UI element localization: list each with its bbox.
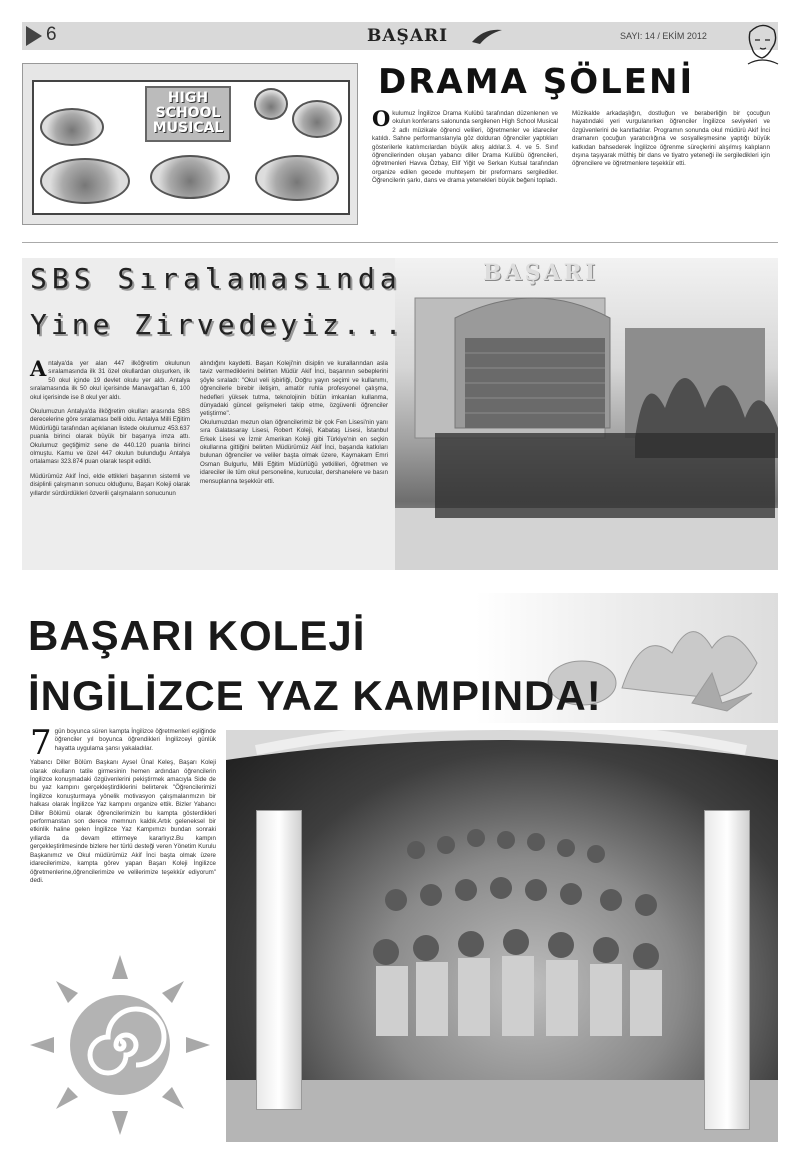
page-number: 6 [46,24,57,45]
building-sign: BAŞARI [483,260,599,286]
article-text: Okulumuzun Antalya'da ilköğretim okulları arasında SBS derecelerine göre sıralaması belli oldu. Antalya Milli Eğitim Müdürlüğü tarafından açıklanan listede okulumuz 453.637 puanla birinci olarak büyük bir başarıya imza attı. Okulumuz geçtiğimiz sene de 440.120 puanla birinci olmuştu. Kamu ve özel 447 okulun bulunduğu Antalya ortalaması 323.874 puan olarak tespit edildi. [30,408,190,466]
summer-camp-photo [226,730,778,1142]
article-column [30,723,216,958]
sun-spiral-icon [20,945,220,1145]
article-title: BAŞARI KOLEJİ [28,612,366,659]
drama-photo [292,100,342,138]
article-text: Müzikalde arkadaşlığın, dostluğun ve beraberliğin bir çocuğun hayatındaki yeri vurgulanırken öğrenciler İngilizce seviyeleri ve özgüvenlerini de kanıtladılar. Programın sonunda okul müdürü Akif İnci dramanın çocuğun yaratıcılığına ve sosyalleşmesine yaptığı büyük katkıdan bahsederek İngilizce öğrenme süreçlerini alışılmış kalıpların dışına taşıyarak müthiş bir dans ve tiyatro yeteneği ile sergiledikleri için öğrencilere ve öğretmenlere teşekkür etti. [572,110,770,168]
drop-cap: 7 [30,723,52,763]
drama-photo [254,88,288,120]
section-divider [22,242,778,243]
logo-line: HIGH [167,90,209,106]
school-building-icon [395,258,778,570]
article-title: SBS Sıralamasında [30,262,402,295]
article-text: ntalya'da yer alan 447 ilköğretim okulunun sıralamasında ilk 31 özel okullardan oluşurken, ilk 50 okul içinde 19 devlet okulu yer aldı. Antalya sıralamasında ilk 50 okul içerisinde Manavgat'tan 6, 100 okul içerisinde ise 8 okul yer aldı. [30,360,190,401]
brand-logo: BAŞARI [367,26,449,46]
article-text: alındığını kaydetti. Başarı Koleji'nin disiplin ve kurallarından asla taviz vermediklerini belirten Müdür Akif İnci, başarının sebeplerini şöyle sıraladı: "Okul veli işbirliği, Doğru yayın seçimi ve kullanımı, öğrencilerle birebir iletişim, amatör ruhla profesyonel çalışma, hedefleri yüksek tutma, teknolojinin bütün imkanları kullanma, dünyadaki güncel gelişmeleri takip etme, özgüvenli öğrenciler yetiştirme". [200,360,388,418]
article-column [572,110,770,228]
portrait-sketch-icon [742,18,782,68]
issue-date: SAYI: 14 / EKİM 2012 [620,31,707,41]
article-column [200,360,388,568]
article-text: kulumuz İngilizce Drama Kulübü tarafından düzenlenen ve okulun konferans salonunda sergilenen High School Musical 2 adlı müzikale öğrenci velileri, öğretmenler ve idareciler katıldı. Sahne performanslarıyla göz dolduran öğrenciler yaptıkları gösterilerle katılımcılardan büyük alkış aldılar.3. 4. ve 5. Sınıf öğrencilerinden oluşan yabancı diller Drama Kulübü öğrencileri, öğretmenleri Havva Özbay, Elif Yiğit ve Serkan Kutsal tarafından organize edilen gecede muhteşem bir preformans sergilediler. Öğrencilerin şarkı, dans ve drama yetenekleri büyük beğeni topladı. [372,110,558,185]
white-pillar [704,810,750,1130]
drop-cap: O [372,106,391,131]
article-title: DRAMA ŞÖLENİ [378,62,695,102]
play-triangle-icon [26,26,42,46]
drop-cap: A [30,356,47,381]
graduation-photo [395,258,778,570]
crowd-illustration [226,730,778,1142]
article-text: Okulumuzdan mezun olan öğrencilerimiz bir çok Fen Lisesi'nin yanı sıra Galatasaray Lisesi, Robert Koleji, Kabataş Lisesi, İstanbul Erkek Lisesi ve İzmir Amerikan Koleji gibi Türkiye'nin en seçkin okullarına gittiğini belirten Müdürümüz Akif İnci, başarıda katkıları bulunan öğrenciler ve veliler başta olmak üzere, Kaymakam Emri Osman Bulgurlu, Milli Eğitim Müdürlüğü yetkilileri, öğretmen ve idareciler ile tüm okul personeline, kurucular, dershanelere ve basın mensuplarına teşekkür etti. [200,418,388,485]
article-text: gün boyunca süren kampta İngilizce öğretmenleri eşliğinde öğrenciler yıl boyunca öğrendikleri İngilizceyi günlük hayatta uygulama şansı yakaladılar. [54,728,216,752]
high-school-musical-logo [145,86,231,142]
drama-photo [150,155,230,199]
logo-line: SCHOOL [155,105,221,121]
white-pillar [256,810,302,1110]
drama-photo [40,108,104,146]
drama-photo [255,155,339,201]
article-text: Yabancı Diller Bölüm Başkanı Aysel Ünal Keleş, Başarı Koleji olarak okulların tatile girmesinin hemen ardından öğrencilerin İngilizce konuşmadaki özgüvenlerini pekiştirmek amacıyla Side de bu yaz kampını gerçekleştirdiklerini belirterek "Öğrencilerimizi İngilizce konuşturmaya yönelik motivasyon çalışmalarımızın bir halkası olarak İngilizce Yaz kampını organize ettik. Bizler Yabancı Diller Bölümü olarak öğrencilerimizin bu kampta gösterdikleri performanstan son derece memnun kaldık.Artık geleneksel bir etkinlik haline gelen İngilizce Yaz Kampımızı bundan sonraki yıllarda da devam ettirmeye kararlıyız.Bu kampın gerçekleştirilmesinde bizlere her türlü desteği veren Yönetim Kurulu Başkanımız ve Okul müdürümüz Akif İnci başta olmak üzere idarecilerimize, kampta görev yapan Başarı Koleji İngilizce öğretmenlerine,öğrencilerimize ve velilerimize teşekkür ediyorum" dedi. [30,759,216,884]
drama-photo [40,158,130,204]
logo-line: MUSICAL [152,120,224,136]
article-text: Müdürümüz Akif İnci, elde ettikleri başarının sistemli ve disiplinli çalışmanın sonucu olduğunu, Başarı Koleji olarak yıllardır sürdürdükleri özverili çalışmaların sonucunun [30,472,190,497]
article-title: İNGİLİZCE YAZ KAMPINDA! [28,672,602,719]
article-title: Yine Zirvedeyiz... [30,308,406,341]
brand-swoosh-icon [470,26,504,46]
page-header [22,22,778,50]
article-column [30,356,190,568]
article-column [372,106,558,228]
